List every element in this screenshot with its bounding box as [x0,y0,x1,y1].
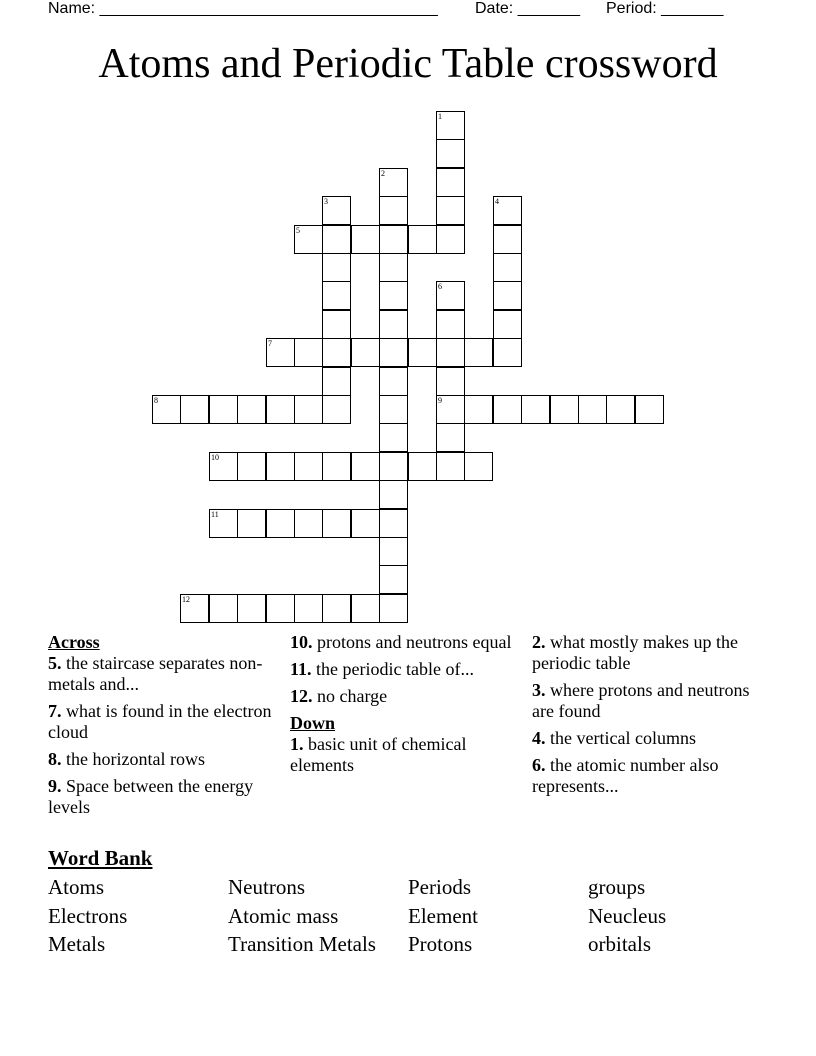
word-bank-item: Electrons [48,904,128,928]
clue-down-2: 2. what mostly makes up the periodic table [532,632,738,673]
word-bank-item: Element [408,904,478,928]
crossword-cell[interactable] [379,509,408,538]
crossword-cell[interactable] [379,253,408,282]
crossword-cell[interactable] [322,509,351,538]
crossword-cell[interactable] [266,452,295,481]
student-info-header [48,0,748,20]
crossword-cell[interactable] [209,594,238,623]
crossword-cell[interactable] [322,452,351,481]
clue-down-4: 4. the vertical columns [532,728,696,748]
crossword-cell[interactable] [322,338,351,367]
crossword-cell[interactable] [493,338,522,367]
clue-number-2: 2 [381,169,385,178]
crossword-cell[interactable] [408,338,437,367]
crossword-cell[interactable] [351,338,380,367]
word-bank-item: Protons [408,932,473,956]
period-field[interactable]: Period: _______ [606,0,724,17]
clue-number-1: 1 [438,112,442,121]
clue-number-3: 3 [324,197,328,206]
crossword-cell[interactable] [436,139,465,168]
clue-number-4: 4 [495,197,499,206]
clue-number-7: 7 [268,339,272,348]
clue-number-9: 9 [438,396,442,405]
word-bank-heading: Word Bank [48,846,153,870]
crossword-cell[interactable] [379,338,408,367]
across-clues-col1 [48,632,284,824]
clue-across-7: 7. what is found in the electron cloud [48,701,272,742]
crossword-cell[interactable] [379,537,408,566]
crossword-cell[interactable] [294,452,323,481]
crossword-cell[interactable] [322,253,351,282]
crossword-cell[interactable] [351,594,380,623]
crossword-cell[interactable] [464,395,493,424]
crossword-cell[interactable] [322,367,351,396]
crossword-cell[interactable] [379,281,408,310]
down-clues-col3 [532,632,768,803]
clue-across-8: 8. the horizontal rows [48,749,205,769]
crossword-cell[interactable] [237,452,266,481]
crossword-cell[interactable] [351,509,380,538]
crossword-cell[interactable] [379,225,408,254]
word-bank-item: Neucleus [588,904,667,928]
crossword-cell[interactable] [436,338,465,367]
clue-across-12: 12. no charge [290,686,388,706]
crossword-cell[interactable] [436,423,465,452]
crossword-cell[interactable] [436,310,465,339]
date-field[interactable]: Date: _______ [475,0,580,17]
crossword-cell[interactable] [436,168,465,197]
crossword-cell[interactable] [436,367,465,396]
crossword-cell[interactable] [521,395,550,424]
crossword-cell[interactable] [294,338,323,367]
crossword-cell[interactable] [493,395,522,424]
clue-number-8: 8 [154,396,158,405]
word-bank-item: Metals [48,932,106,956]
word-bank-item: groups [588,875,646,899]
crossword-cell[interactable] [493,281,522,310]
crossword-cell[interactable] [550,395,579,424]
crossword-cell[interactable] [379,480,408,509]
crossword-cell[interactable] [351,225,380,254]
crossword-cell[interactable] [464,452,493,481]
word-bank-item: Atoms [48,875,105,899]
clue-number-11: 11 [211,510,219,519]
crossword-cell[interactable] [237,594,266,623]
clue-across-9: 9. Space between the energy levels [48,776,254,817]
crossword-cell[interactable] [379,367,408,396]
crossword-cell[interactable] [294,509,323,538]
crossword-cell[interactable] [379,594,408,623]
clue-number-12: 12 [182,595,190,604]
crossword-cell[interactable] [322,281,351,310]
crossword-cell[interactable] [436,225,465,254]
crossword-cell[interactable] [493,225,522,254]
crossword-cell[interactable] [379,452,408,481]
clue-across-10: 10. protons and neutrons equal [290,632,512,652]
word-bank-item: Periods [408,875,471,899]
clue-down-6: 6. the atomic number also represents... [532,755,719,796]
across-heading: Across [48,632,100,652]
crossword-cell[interactable] [408,225,437,254]
crossword-cell[interactable] [464,338,493,367]
clue-across-11: 11. the periodic table of... [290,659,474,679]
crossword-cell[interactable] [294,395,323,424]
word-bank-item: Transition Metals [228,932,376,956]
crossword-cell[interactable] [493,253,522,282]
word-bank-item: Neutrons [228,875,305,899]
crossword-cell[interactable] [379,395,408,424]
crossword-cell[interactable] [322,594,351,623]
crossword-cell[interactable] [436,452,465,481]
name-field[interactable]: Name: ______________________________________ [48,0,438,17]
crossword-cell[interactable] [180,395,209,424]
word-bank-item: orbitals [588,932,651,956]
clue-across-5: 5. the staircase separates non-metals and... [48,653,263,694]
crossword-cell[interactable] [266,509,295,538]
word-bank-item: Atomic mass [228,904,339,928]
clue-number-6: 6 [438,282,442,291]
crossword-cell[interactable] [493,310,522,339]
crossword-cell[interactable] [294,594,323,623]
crossword-cell[interactable] [322,310,351,339]
clue-down-1: 1. basic unit of chemical elements [290,734,467,775]
crossword-cell[interactable] [351,452,380,481]
clue-number-10: 10 [211,453,219,462]
page-title: Atoms and Periodic Table crossword [98,41,718,87]
crossword-cell[interactable] [237,395,266,424]
crossword-cell[interactable] [322,395,351,424]
crossword-cell[interactable] [436,196,465,225]
down-heading: Down [290,713,336,733]
crossword-cell[interactable] [379,310,408,339]
crossword-cell[interactable] [379,565,408,594]
clue-number-5: 5 [296,226,300,235]
crossword-cell[interactable] [266,395,295,424]
crossword-cell[interactable] [606,395,635,424]
crossword-cell[interactable] [266,594,295,623]
clues-col2 [290,632,515,782]
crossword-cell[interactable] [408,452,437,481]
crossword-cell[interactable] [209,395,238,424]
crossword-cell[interactable] [237,509,266,538]
crossword-cell[interactable] [379,196,408,225]
crossword-cell[interactable] [322,225,351,254]
crossword-cell[interactable] [635,395,664,424]
clue-down-3: 3. where protons and neutrons are found [532,680,750,721]
crossword-cell[interactable] [379,423,408,452]
crossword-cell[interactable] [578,395,607,424]
